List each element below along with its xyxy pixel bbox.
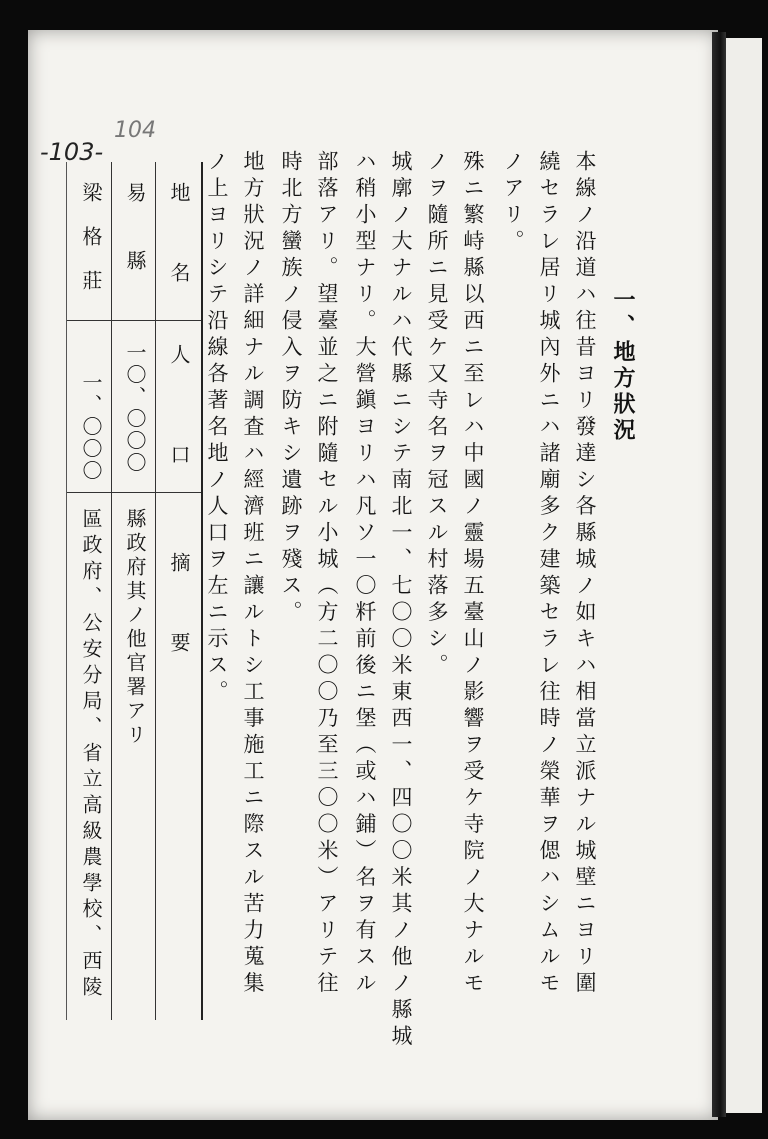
- body-column: ノ上ヨリシテ沿線各著名地ノ人口ヲ左ニ示ス。: [205, 150, 229, 707]
- body-column: 繞セラレ居リ城內外ニハ諸廟多ク建築セラレ往時ノ榮華ヲ偲ハシムルモ: [537, 150, 561, 998]
- body-column: 本線ノ沿道ハ往昔ヨリ發達シ各縣城ノ如キハ相當立派ナル城壁ニヨリ圍: [573, 150, 597, 998]
- body-column: 地方狀況ノ詳細ナル調査ハ經濟班ニ讓ルトシ工事施工ニ際スル苦力蒐集: [241, 150, 265, 998]
- table-cell-place: 梁格莊: [79, 182, 103, 314]
- body-column: ノヲ隨所ニ見受ケ又寺名ヲ冠スル村落多シ。: [425, 150, 449, 680]
- table-cell-population: 一〇、〇〇〇: [123, 342, 147, 474]
- body-column: ハ稍小型ナリ。大營鎭ヨリハ凡ソ一〇粁前後ニ堡（或ハ鋪）名ヲ有スル: [353, 150, 377, 998]
- body-column: 殊ニ繁峙縣以西ニ至レハ中國ノ靈場五臺山ノ影響ヲ受ケ寺院ノ大ナルモ: [461, 150, 485, 998]
- body-column: 城廓ノ大ナルハ代縣ニシテ南北一、七〇〇米東西一、四〇〇米其ノ他ノ縣城: [389, 150, 413, 1051]
- section-title: 一、地方狀況: [610, 288, 636, 444]
- table-divider: [155, 162, 156, 1020]
- table-header-population: 人口: [167, 344, 191, 544]
- page-number: -103-: [40, 138, 104, 166]
- table-cell-population: 一、〇〇〇: [79, 372, 103, 482]
- table-header-place: 地名: [167, 182, 191, 342]
- body-column: 時北方蠻族ノ侵入ヲ防キシ遺跡ヲ殘ス。: [279, 150, 303, 627]
- body-column: ノアリ。: [501, 150, 525, 256]
- page-number-alt: 104: [114, 118, 156, 143]
- table-cell-place: 易縣: [123, 182, 147, 318]
- body-column: 部落アリ。望臺並之ニ附隨セル小城（方二〇〇乃至三〇〇米）アリテ往: [315, 150, 339, 998]
- table-header-note: 摘要: [167, 552, 191, 712]
- scan-gutter: [712, 32, 726, 1117]
- adjacent-page-edge: [726, 38, 762, 1113]
- table-cell-note: 縣政府其ノ他官署アリ: [123, 508, 147, 748]
- population-table: [66, 162, 203, 1020]
- table-cell-note: 區政府、公安分局、省立高級農學校、西陵: [79, 508, 103, 1002]
- table-divider: [111, 162, 112, 1020]
